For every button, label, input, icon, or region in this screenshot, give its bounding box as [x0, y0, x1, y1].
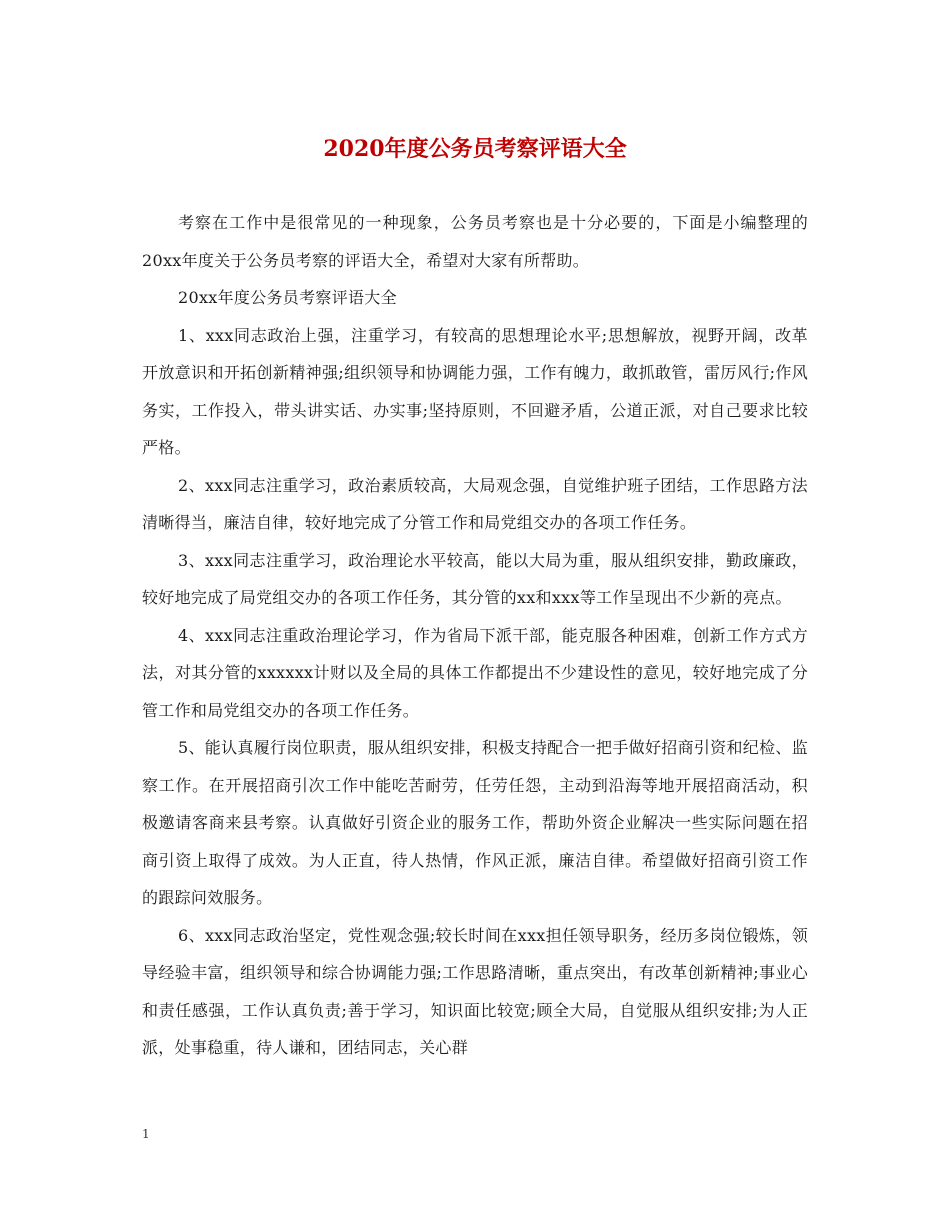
comment-paragraph-6: 6、xxx同志政治坚定，党性观念强;较长时间在xxx担任领导职务，经历多岗位锻炼，领导经验丰富，组织领导和综合协调能力强;工作思路清晰，重点突出，有改革创新精神;事业心和责任感强，工作认真负责;善于学习，知识面比较宽;顾全大局，自觉服从组织安排;为人正派，处事稳重，待人谦和，团结同志，关心群	[142, 925, 808, 1057]
comment-paragraph-2: 2、xxx同志注重学习，政治素质较高，大局观念强，自觉维护班子团结，工作思路方法清晰得当，廉洁自律，较好地完成了分管工作和局党组交办的各项工作任务。	[142, 475, 808, 532]
document-title: 2020年度公务员考察评语大全	[323, 136, 627, 162]
comment-paragraph-5: 5、能认真履行岗位职责，服从组织安排，积极支持配合一把手做好招商引资和纪检、监察工作。在开展招商引次工作中能吃苦耐劳，任劳任怨，主动到沿海等地开展招商活动，积极邀请客商来县考察。认真做好引资企业的服务工作，帮助外资企业解决一些实际问题在招商引资上取得了成效。为人正直，待人热情，作风正派，廉洁自律。希望做好招商引资工作的跟踪问效服务。	[142, 738, 808, 907]
intro-paragraph: 考察在工作中是很常见的一种现象，公务员考察也是十分必要的，下面是小编整理的20xx年度关于公务员考察的评语大全，希望对大家有所帮助。	[142, 213, 808, 270]
page-number: 1	[142, 1127, 150, 1141]
comment-paragraph-1: 1、xxx同志政治上强，注重学习，有较高的思想理论水平;思想解放，视野开阔，改革开放意识和开拓创新精神强;组织领导和协调能力强，工作有魄力，敢抓敢管，雷厉风行;作风务实，工作投入，带头讲实话、办实事;坚持原则，不回避矛盾，公道正派，对自己要求比较严格。	[142, 325, 808, 457]
comment-paragraph-3: 3、xxx同志注重学习，政治理论水平较高，能以大局为重，服从组织安排，勤政廉政，较好地完成了局党组交办的各项工作任务，其分管的xx和xxx等工作呈现出不少新的亮点。	[142, 550, 808, 607]
section-heading: 20xx年度公务员考察评语大全	[178, 288, 397, 307]
document-body	[142, 204, 808, 1067]
comment-paragraph-4: 4、xxx同志注重政治理论学习，作为省局下派干部，能克服各种困难，创新工作方式方法，对其分管的xxxxxx计财以及全局的具体工作都提出不少建设性的意见，较好地完成了分管工作和局党组交办的各项工作任务。	[142, 625, 808, 720]
